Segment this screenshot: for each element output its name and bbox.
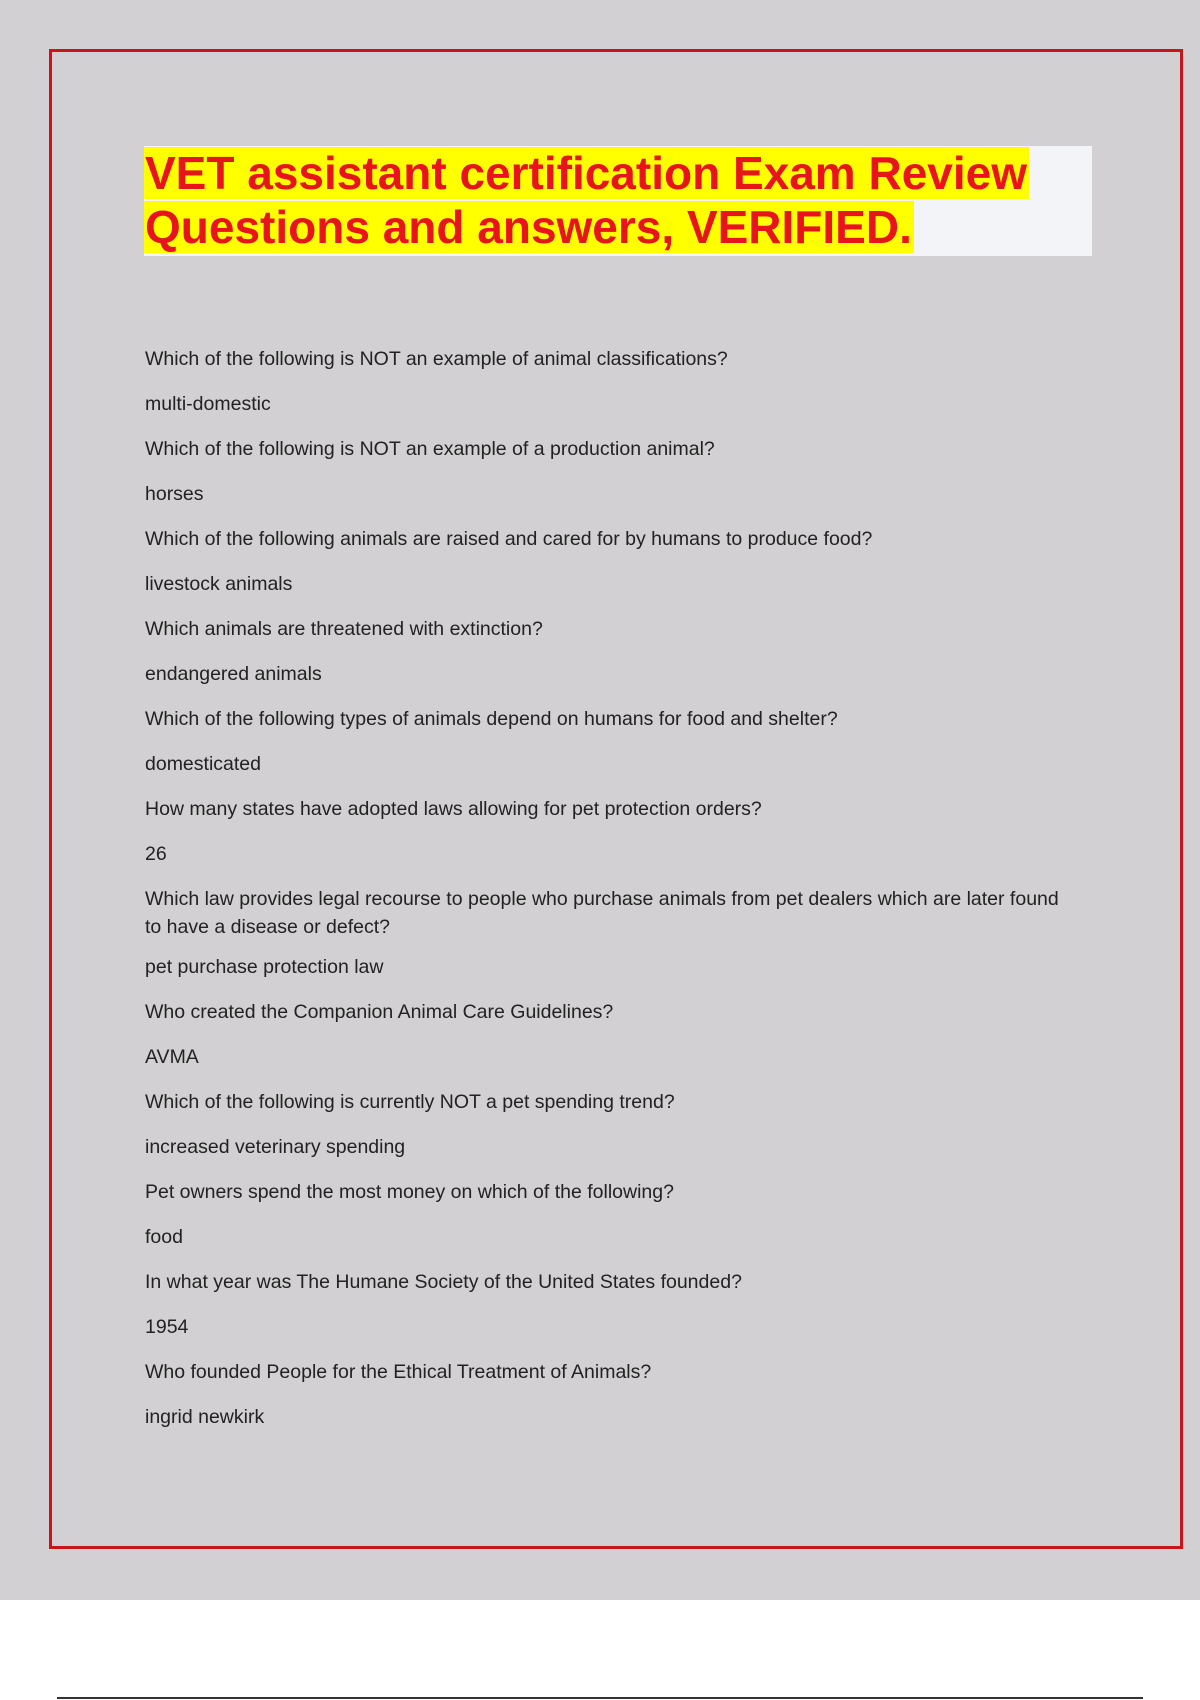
answer-text: endangered animals bbox=[145, 663, 322, 685]
title-block bbox=[144, 146, 1092, 256]
answer-text: 26 bbox=[145, 843, 167, 865]
answer-text: pet purchase protection law bbox=[145, 956, 384, 978]
document-title bbox=[144, 146, 1092, 254]
answer-text: AVMA bbox=[145, 1046, 199, 1068]
answer-text: horses bbox=[145, 483, 204, 505]
answer-text: food bbox=[145, 1226, 183, 1248]
answer-text: ingrid newkirk bbox=[145, 1406, 265, 1428]
question-text: Which of the following is NOT an example of animal classifications? bbox=[145, 348, 728, 370]
title-line-1: VET assistant certification Exam Review bbox=[145, 147, 1028, 199]
question-text: Who created the Companion Animal Care Guidelines? bbox=[145, 1001, 614, 1023]
title-line-2: Questions and answers, VERIFIED. bbox=[145, 201, 912, 253]
question-text: Which of the following animals are raised and cared for by humans to produce food? bbox=[145, 528, 873, 550]
question-text: How many states have adopted laws allowing for pet protection orders? bbox=[145, 798, 762, 820]
question-text: Which of the following types of animals depend on humans for food and shelter? bbox=[145, 708, 838, 730]
question-text: Which of the following is NOT an example of a production animal? bbox=[145, 438, 715, 460]
question-text: Who founded People for the Ethical Treatment of Animals? bbox=[145, 1361, 652, 1383]
question-text: Which of the following is currently NOT a pet spending trend? bbox=[145, 1091, 675, 1113]
answer-text: increased veterinary spending bbox=[145, 1136, 406, 1158]
question-text: Which animals are threatened with extinction? bbox=[145, 618, 543, 640]
answer-text: 1954 bbox=[145, 1316, 189, 1338]
question-text: In what year was The Humane Society of the United States founded? bbox=[145, 1271, 742, 1293]
answer-text: domesticated bbox=[145, 753, 261, 775]
answer-text: multi-domestic bbox=[145, 393, 271, 415]
qa-list bbox=[145, 345, 1075, 1448]
question-text: Pet owners spend the most money on which of the following? bbox=[145, 1181, 674, 1203]
answer-text: livestock animals bbox=[145, 573, 293, 595]
question-text: Which law provides legal recourse to people who purchase animals from pet dealers which are later found to have a disease or defect? bbox=[145, 888, 1059, 938]
footer-rule bbox=[57, 1697, 1143, 1699]
